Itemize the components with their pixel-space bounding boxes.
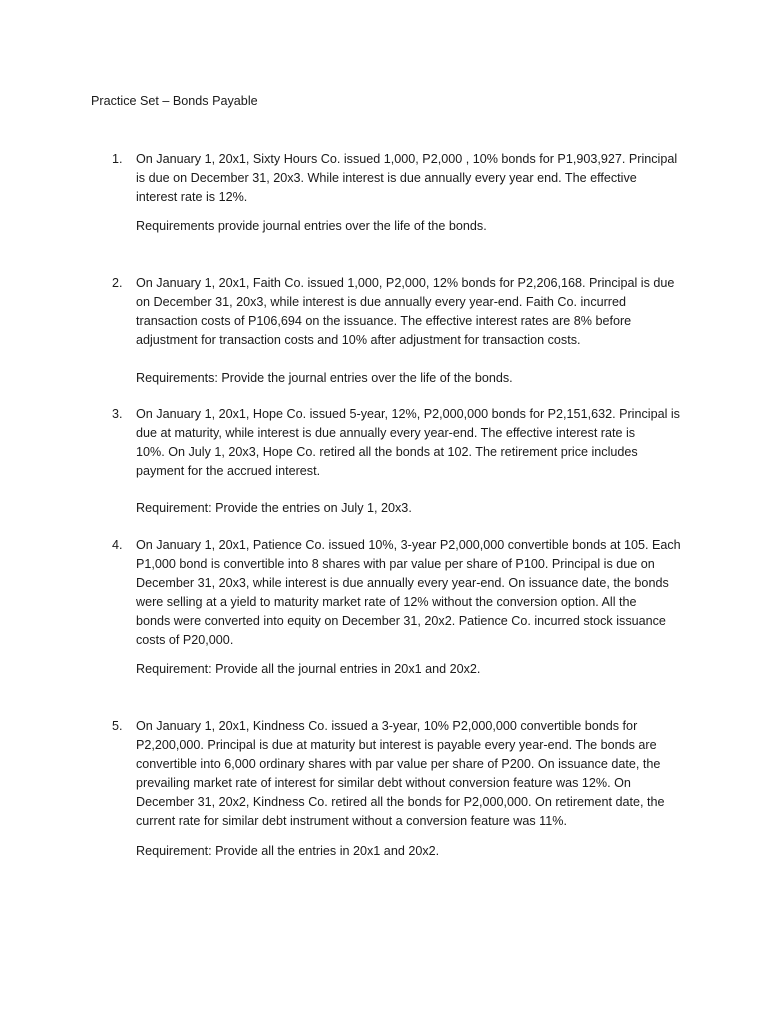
problem-number: 1. [112,152,123,166]
problem-4-requirement: Requirement: Provide all the journal entries in 20x1 and 20x2. [136,662,481,676]
problem-text: On January 1, 20x1, Faith Co. issued 1,000, P2,000, 12% bonds for P2,206,168. Principal is due on December 31, 20x3, while interest is due annually every year-end. Faith Co. incurred transaction costs of P106,694 on the issuance. The effective interest rates are 8% before adjustment for transaction costs and 10% after adjustment for transaction costs. [136,276,675,347]
problem-text: On January 1, 20x1, Kindness Co. issued a 3-year, 10% P2,000,000 convertible bonds for P2,200,000. Principal is due at maturity but interest is payable every year-end. The bonds are convertible into 6,000 ordinary shares with par value per share of P200. On issuance date, the prevailing market rate of interest for similar debt without conversion feature was 12%. On December 31, 20x2, Kindness Co. retired all the bonds for P2,000,000. On retirement date, the current rate for similar debt instrument without a conversion feature was 11%. [136,719,665,828]
problem-1-requirement: Requirements provide journal entries over the life of the bonds. [136,219,487,233]
problem-number: 4. [112,538,123,552]
problem-number: 2. [112,276,123,290]
problem-text: On January 1, 20x1, Sixty Hours Co. issued 1,000, P2,000 , 10% bonds for P1,903,927. Principal is due on December 31, 20x3. While interest is due annually every year end. The effective interest rate is 12%. [136,152,678,204]
problem-number: 3. [112,407,123,421]
problem-5 [112,717,682,831]
problem-2-requirement: Requirements: Provide the journal entries over the life of the bonds. [136,371,513,385]
problem-number: 5. [112,719,123,733]
problem-text: On January 1, 20x1, Patience Co. issued 10%, 3-year P2,000,000 convertible bonds at 105. Each P1,000 bond is convertible into 8 shares with par value per share of P100. Principal is due on December 31, 20x3, while interest is due annually every year-end. On issuance date, the bonds were selling at a yield to maturity market rate of 12% without the conversion option. All the bonds were converted into equity on December 31, 20x2. Patience Co. incurred stock issuance costs of P20,000. [136,538,681,647]
problem-3 [112,405,682,481]
problem-4 [112,536,682,650]
problem-text: On January 1, 20x1, Hope Co. issued 5-year, 12%, P2,000,000 bonds for P2,151,632. Principal is due at maturity, while interest is due annually every year-end. The effective interest rate is 10%. On July 1, 20x3, Hope Co. retired all the bonds at 102. The retirement price includes payment for the accrued interest. [136,407,680,478]
problem-3-requirement: Requirement: Provide the entries on July 1, 20x3. [136,501,412,515]
problem-1 [112,150,682,207]
problem-5-requirement: Requirement: Provide all the entries in 20x1 and 20x2. [136,844,440,858]
document-title: Practice Set – Bonds Payable [91,94,258,108]
problem-2 [112,274,682,350]
